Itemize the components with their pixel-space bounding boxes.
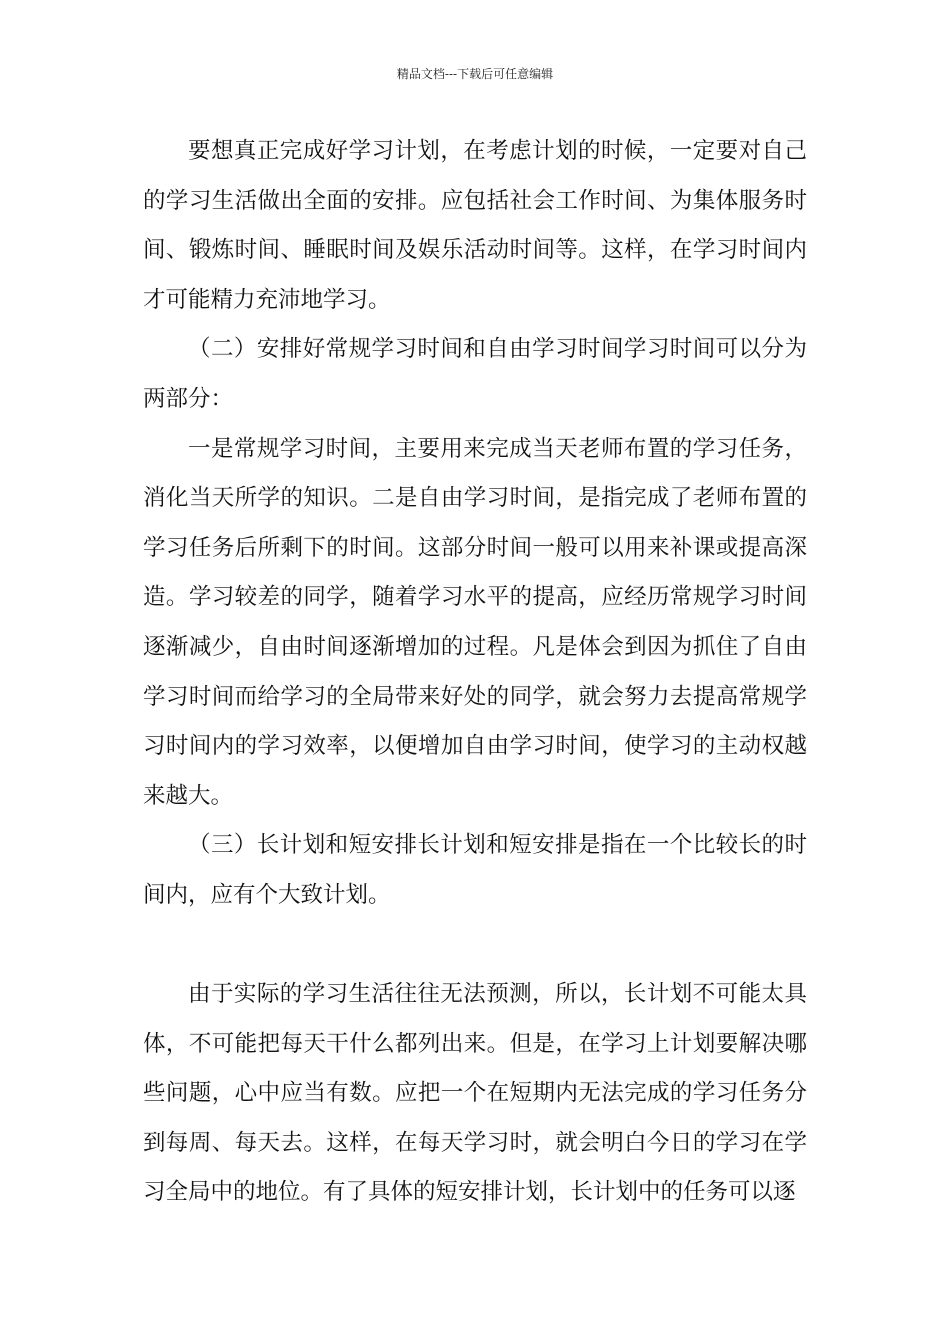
paragraph-section-two-heading: （二）安排好常规学习时间和自由学习时间学习时间可以分为两部分：	[143, 336, 807, 412]
paragraph-study-plan-intro: 要想真正完成好学习计划，在考虑计划的时候，一定要对自己的学习生活做出全面的安排。应包括社会工作时间、为集体服务时间、锻炼时间、睡眠时间及娱乐活动时间等。这样，在学习时间内才可能精力充沛地学习。	[143, 138, 807, 313]
paragraph-long-short-plan: 由于实际的学习生活往往无法预测，所以，长计划不可能太具体，不可能把每天干什么都列出来。但是，在学习上计划要解决哪些问题，心中应当有数。应把一个在短期内无法完成的学习任务分到每周、每天去。这样，在每天学习时，就会明白今日的学习在学习全局中的地位。有了具体的短安排计划，长计划中的任务可以逐	[143, 981, 807, 1206]
page-header: 精品文档---下载后可任意编辑	[396, 67, 554, 81]
document-body	[143, 127, 807, 1218]
paragraph-section-three-heading: （三）长计划和短安排长计划和短安排是指在一个比较长的时间内，应有个大致计划。	[143, 832, 807, 908]
paragraph-regular-free-time: 一是常规学习时间，主要用来完成当天老师布置的学习任务，消化当天所学的知识。二是自由学习时间，是指完成了老师布置的学习任务后所剩下的时间。这部分时间一般可以用来补课或提高深造。学习较差的同学，随着学习水平的提高，应经历常规学习时间逐渐减少，自由时间逐渐增加的过程。凡是体会到因为抓住了自由学习时间而给学习的全局带来好处的同学，就会努力去提高常规学习时间内的学习效率，以便增加自由学习时间，使学习的主动权越来越大。	[143, 435, 807, 809]
